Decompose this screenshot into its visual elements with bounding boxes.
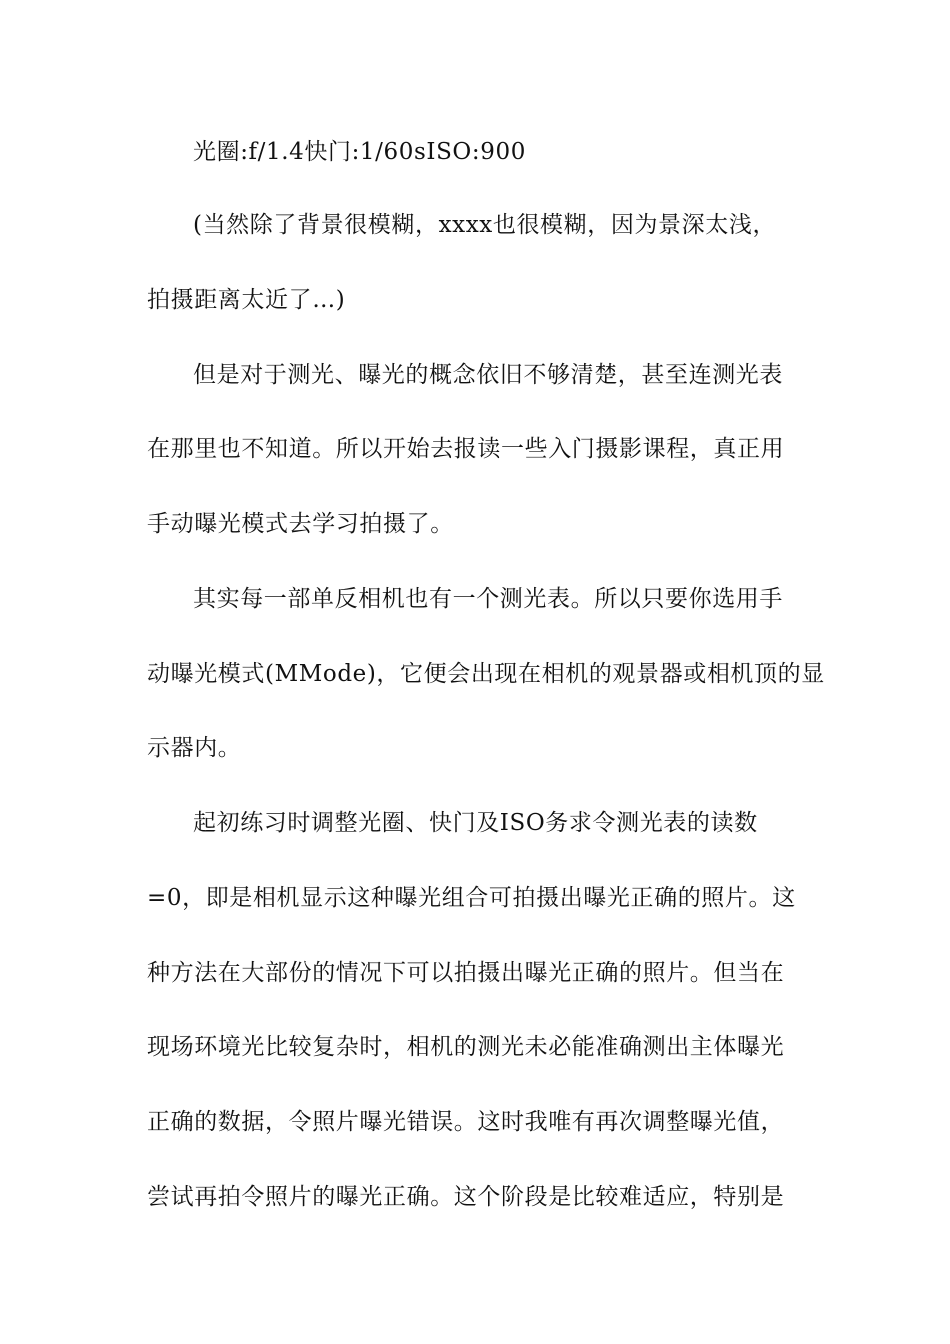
text-line: 正确的数据，令照片曝光错误。这时我唯有再次调整曝光值， [147, 1109, 785, 1135]
text-line: 在那里也不知道。所以开始去报读一些入门摄影课程，真正用 [147, 436, 785, 462]
text-line: 现场环境光比较复杂时，相机的测光未必能准确测出主体曝光 [147, 1034, 785, 1060]
text-line: 示器内。 [147, 735, 242, 761]
text-line: 起初练习时调整光圈、快门及ISO务求令测光表的读数 [193, 810, 758, 836]
text-line: 但是对于测光、曝光的概念依旧不够清楚，甚至连测光表 [193, 362, 783, 388]
text-line: 种方法在大部份的情况下可以拍摄出曝光正确的照片。但当在 [147, 960, 785, 986]
text-line-camera-settings: 光圈:f/1.4快门:1/60sISO:900 [193, 139, 526, 165]
text-line: =0，即是相机显示这种曝光组合可拍摄出曝光正确的照片。这 [147, 885, 796, 911]
text-line: 尝试再拍令照片的曝光正确。这个阶段是比较难适应，特别是 [147, 1184, 785, 1210]
text-line: (当然除了背景很模糊，xxxx也很模糊，因为景深太浅， [193, 212, 777, 238]
text-line: 手动曝光模式去学习拍摄了。 [147, 511, 454, 537]
text-line: 拍摄距离太近了…) [147, 287, 346, 313]
text-line: 其实每一部单反相机也有一个测光表。所以只要你选用手 [193, 586, 783, 612]
text-line: 动曝光模式(MMode)，它便会出现在相机的观景器或相机顶的显 [147, 661, 825, 687]
